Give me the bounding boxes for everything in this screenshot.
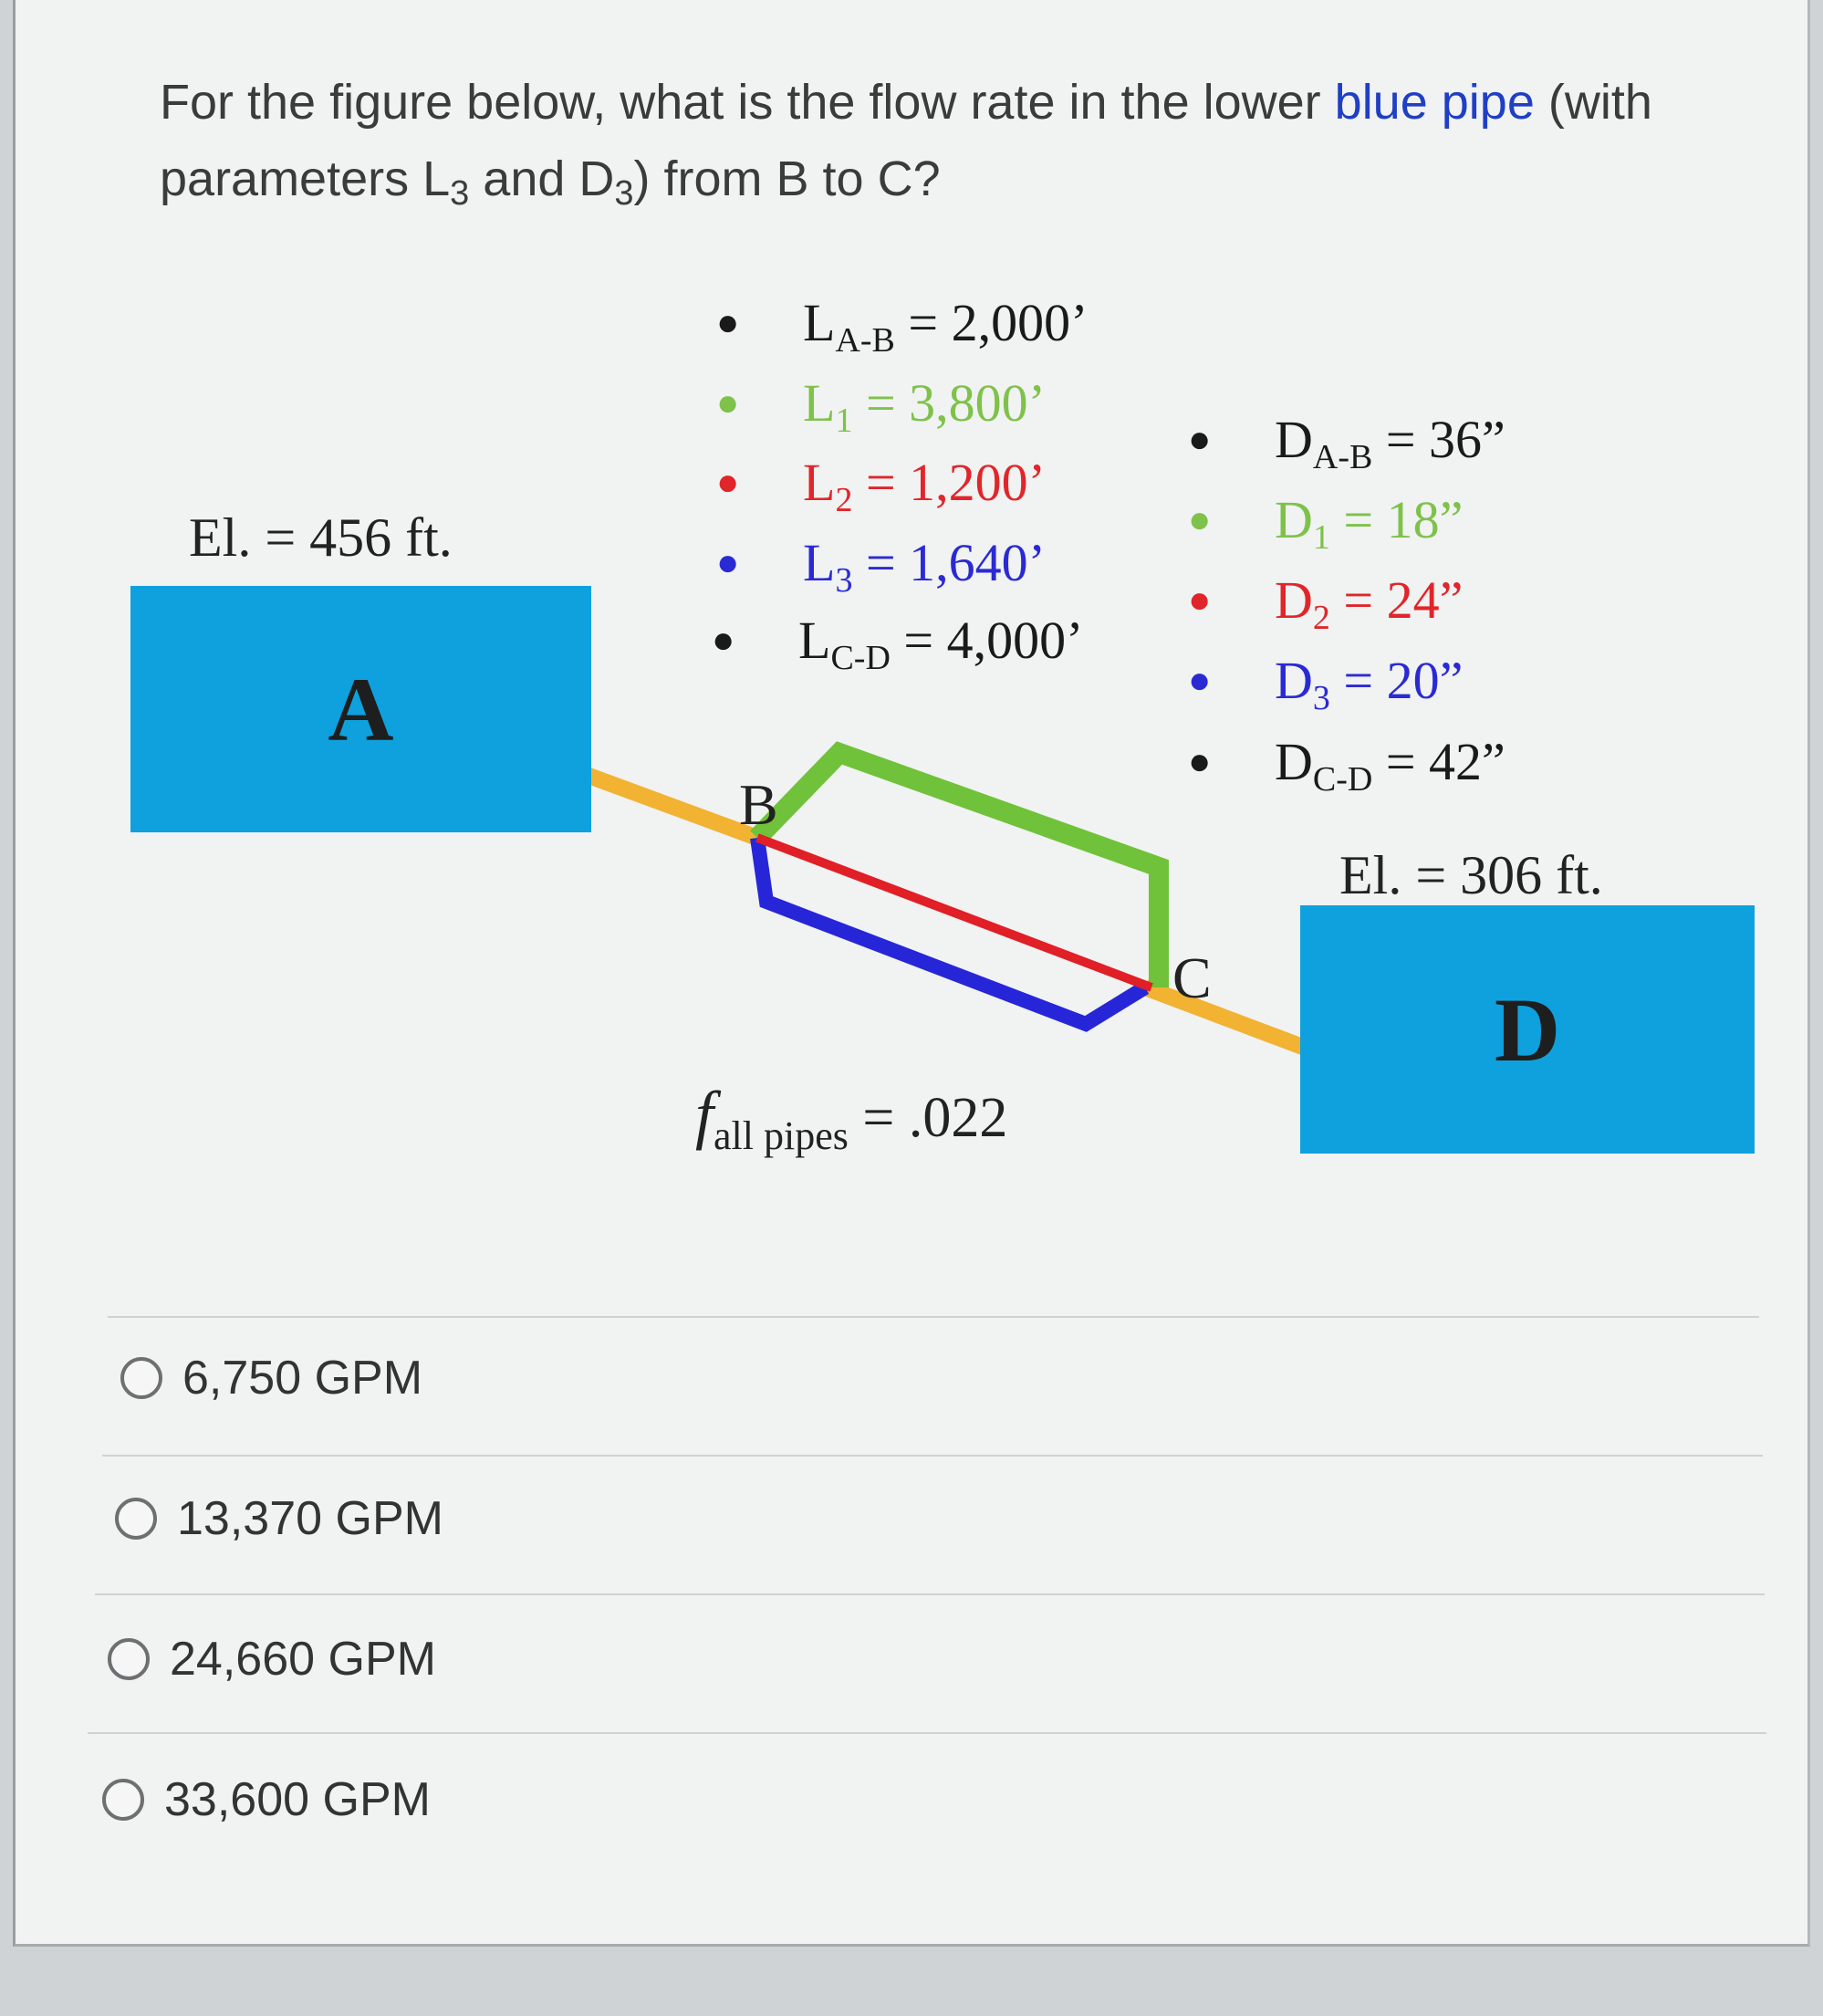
bullet-icon: ● xyxy=(1188,741,1212,783)
blue-pipe-highlight: blue pipe xyxy=(1334,75,1535,130)
bullet-icon: ● xyxy=(716,542,740,584)
option-label: 13,370 GPM xyxy=(177,1492,443,1545)
divider xyxy=(102,1455,1763,1457)
bullet-icon: ● xyxy=(712,620,735,662)
diameter-2: ● $D_2 = 24$” xyxy=(1188,570,1464,637)
length-c-d: ● $L_{C-D} = 4,000$’ xyxy=(712,611,1084,677)
radio-button[interactable] xyxy=(115,1498,157,1540)
pipe-a-b xyxy=(584,774,757,838)
diameter-3: ● $D_3 = 20$” xyxy=(1188,651,1464,717)
divider xyxy=(108,1316,1759,1318)
bullet-icon: ● xyxy=(1188,419,1212,461)
radio-button[interactable] xyxy=(120,1357,162,1399)
elevation-d: El. = 306 ft. xyxy=(1339,845,1603,905)
pipe-c-d xyxy=(1145,987,1305,1048)
pipe-1-green xyxy=(757,753,1159,987)
node-b-label: B xyxy=(739,772,778,837)
option-label: 33,600 GPM xyxy=(164,1773,431,1826)
option-33600[interactable] xyxy=(102,1772,431,1827)
diameter-c-d: ● $D_{C-D} = 42$” xyxy=(1188,732,1505,799)
option-13370[interactable] xyxy=(115,1491,443,1546)
diameter-1: ● $D_1 = 18$” xyxy=(1188,490,1464,557)
friction-factor: $f_{all pipes} = .022$ xyxy=(695,1078,1008,1158)
bullet-icon: ● xyxy=(716,462,740,504)
option-6750[interactable] xyxy=(120,1351,422,1405)
tank-d: D xyxy=(1300,905,1755,1154)
option-label: 6,750 GPM xyxy=(182,1352,423,1405)
pipe-3-blue xyxy=(757,838,1145,1024)
option-24660[interactable] xyxy=(108,1632,436,1687)
bullet-icon: ● xyxy=(1188,499,1212,541)
length-3: ● $L_3 = 1,640$’ xyxy=(716,533,1046,600)
bullet-icon: ● xyxy=(716,382,740,424)
length-1: ● $L_1 = 3,800$’ xyxy=(716,373,1046,440)
divider xyxy=(88,1732,1766,1734)
bullet-icon: ● xyxy=(716,302,740,344)
node-c-label: C xyxy=(1172,945,1212,1010)
diameter-a-b: ● $D_{A-B} = 36$” xyxy=(1188,410,1505,476)
length-a-b: ● $L_{A-B} = 2,000$’ xyxy=(716,293,1089,360)
length-2: ● $L_2 = 1,200$’ xyxy=(716,453,1046,519)
radio-button[interactable] xyxy=(108,1638,150,1680)
radio-button[interactable] xyxy=(102,1779,144,1821)
pipe-2-red xyxy=(757,838,1151,987)
option-label: 24,660 GPM xyxy=(170,1633,436,1686)
elevation-a: El. = 456 ft. xyxy=(189,507,453,568)
question-text: For the figure below, what is the flow rate in the lower blue pipe (with parameters $L_3$ and $D_3$) from B to C? xyxy=(160,75,1652,213)
bullet-icon: ● xyxy=(1188,580,1212,622)
divider xyxy=(95,1593,1765,1595)
tank-a: A xyxy=(130,586,591,832)
bullet-icon: ● xyxy=(1188,660,1212,702)
